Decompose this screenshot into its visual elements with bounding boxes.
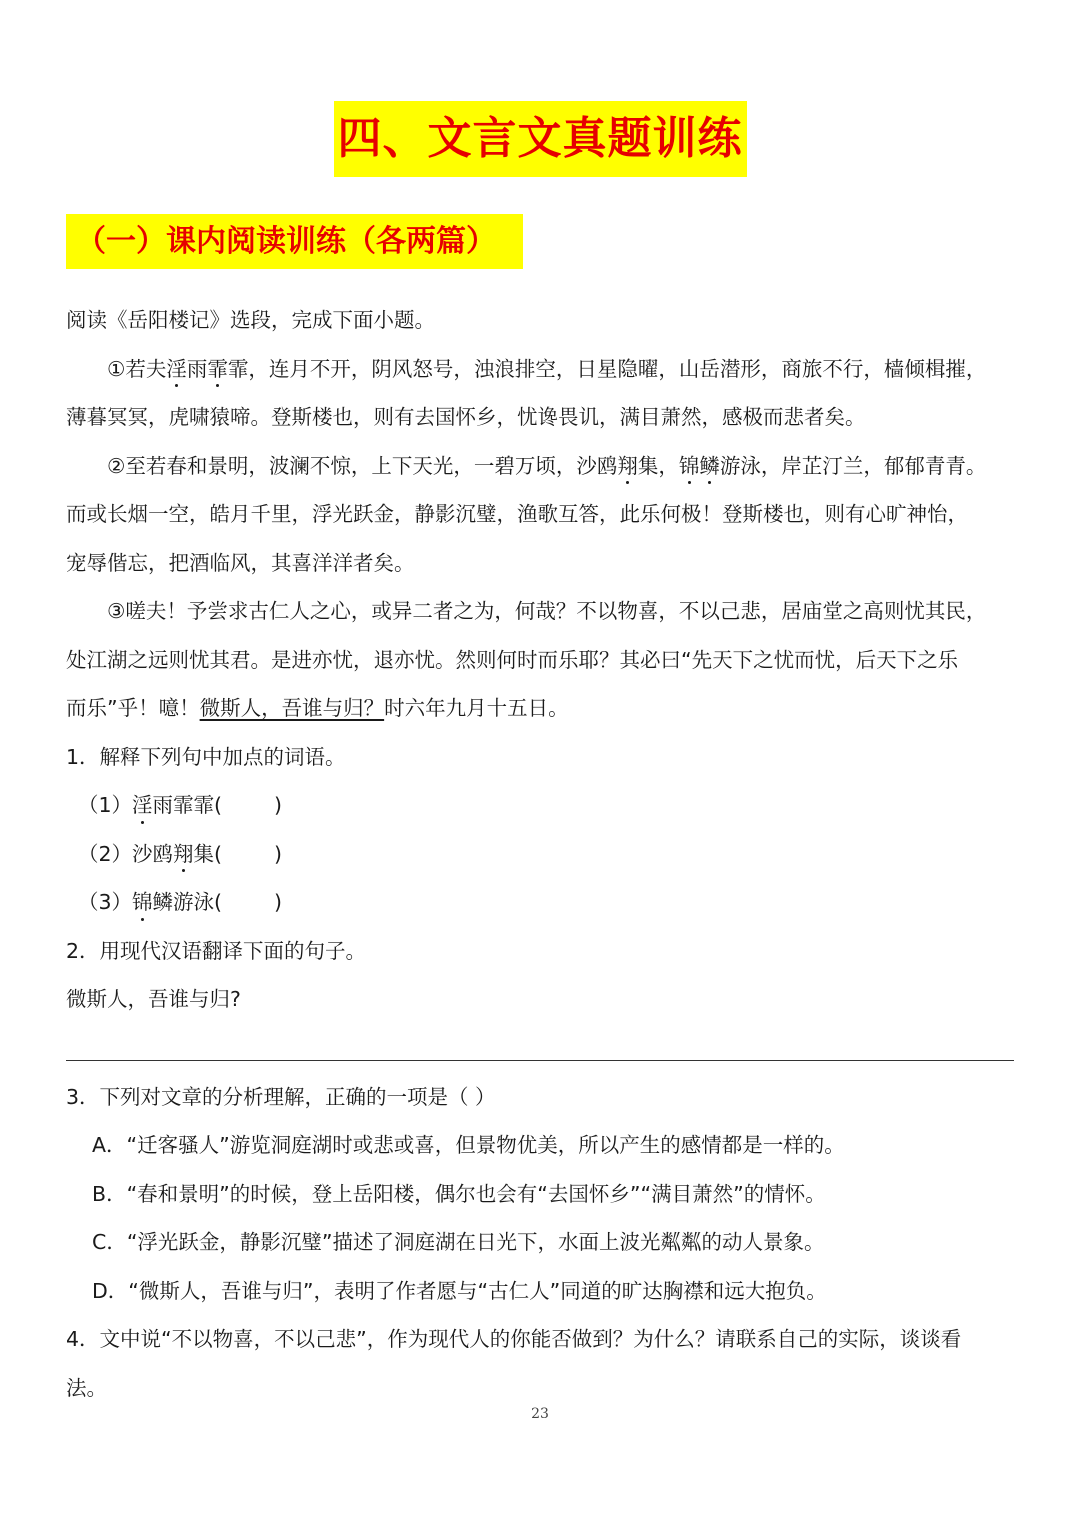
dotted-char: 淫 bbox=[166, 345, 187, 394]
passage-2-line-3: 宠辱偕忘，把酒临风，其喜洋洋者矣。 bbox=[66, 550, 415, 575]
dotted-char: 翔 bbox=[173, 830, 194, 879]
question-2-stem: 2．用现代汉语翻译下面的句子。 bbox=[66, 938, 367, 963]
text-run: ) bbox=[274, 841, 283, 866]
dotted-char: 锦 bbox=[679, 442, 700, 491]
text-run: ②至若春和景明，波澜不惊，上下天光，一碧万顷，沙鸥 bbox=[107, 453, 618, 478]
question-3-option-a[interactable]: A．“迁客骚人”游览洞庭湖时或悲或喜，但景物优美，所以产生的感情都是一样的。 bbox=[92, 1133, 845, 1157]
question-1-item-3 bbox=[66, 878, 1014, 927]
intro-line: 阅读《岳阳楼记》选段，完成下面小题。 bbox=[66, 308, 435, 332]
question-1-item-1 bbox=[66, 781, 1014, 830]
passage-3-line-3 bbox=[66, 684, 1014, 733]
item-number: （2） bbox=[78, 841, 133, 866]
question-4-line-2: 法。 bbox=[66, 1375, 107, 1400]
dotted-char: 锦 bbox=[132, 878, 153, 927]
passage-3-line-1: ③嗟夫！予尝求古仁人之心，或异二者之为，何哉？不以物喜，不以己悲，居庙堂之高则忧其民， bbox=[107, 599, 987, 623]
passage-1-line-2: 薄暮冥冥，虎啸猿啼。登斯楼也，则有去国怀乡，忧谗畏讥，满目萧然，感极而悲者矣。 bbox=[66, 405, 866, 429]
text-run: 而乐”乎！噫！ bbox=[66, 696, 200, 720]
question-3-option-d[interactable]: D．“微斯人，吾谁与归”，表明了作者愿与“古仁人”同道的旷达胸襟和远大抱负。 bbox=[92, 1278, 827, 1303]
text-run: 集， bbox=[637, 453, 679, 478]
dotted-char: 翔 bbox=[617, 442, 638, 491]
text-run: 游泳，岸芷汀兰，郁郁青青。 bbox=[719, 453, 987, 478]
question-4-line-1: 4．文中说“不以物喜，不以己悲”，作为现代人的你能否做到？为什么？请联系自己的实际，谈谈看 bbox=[66, 1327, 962, 1351]
passage-3-line-2: 处江湖之远则忧其君。是进亦忧，退亦忧。然则何时而乐耶？其必曰“先天下之忧而忧，后天下之乐 bbox=[66, 647, 959, 672]
section-heading: （一）课内阅读训练（各两篇） bbox=[66, 214, 523, 269]
text-run: ) bbox=[274, 793, 283, 817]
passage-2-line-1 bbox=[66, 442, 1014, 491]
dotted-char: 霏 bbox=[207, 345, 228, 394]
item-number: （3） bbox=[78, 890, 133, 914]
text-run: ) bbox=[274, 890, 283, 914]
text-run: 集( bbox=[193, 841, 223, 866]
question-3-option-b[interactable]: B．“春和景明”的时候，登上岳阳楼，偶尔也会有“去国怀乡”“满目萧然”的情怀。 bbox=[92, 1181, 826, 1206]
dotted-char: 淫 bbox=[132, 781, 153, 830]
document-body bbox=[66, 296, 1014, 1412]
question-1-item-2 bbox=[66, 830, 1014, 879]
question-2-sentence: 微斯人，吾谁与归? bbox=[66, 987, 241, 1011]
text-run: 时六年九月十五日。 bbox=[384, 696, 569, 720]
page-title: 四、文言文真题训练 bbox=[334, 101, 747, 177]
text-run: ①若夫 bbox=[107, 356, 167, 381]
item-number: （1） bbox=[78, 793, 133, 817]
passage-1-line-1 bbox=[66, 345, 1014, 394]
passage-2-line-2: 而或长烟一空，皓月千里，浮光跃金，静影沉璧，渔歌互答，此乐何极！登斯楼也，则有心旷神怡， bbox=[66, 502, 968, 526]
answer-line[interactable] bbox=[66, 1060, 1014, 1061]
title-wrap bbox=[0, 101, 1080, 177]
text-run: 雨霏霏( bbox=[152, 793, 223, 817]
text-run: 鳞游泳( bbox=[152, 890, 223, 914]
page-number: 23 bbox=[531, 1406, 549, 1422]
question-3-option-c[interactable]: C．“浮光跃金，静影沉璧”描述了洞庭湖在日光下，水面上波光粼粼的动人景象。 bbox=[92, 1230, 825, 1254]
question-3-stem: 3．下列对文章的分析理解，正确的一项是（ ） bbox=[66, 1084, 496, 1109]
text-run: 雨 bbox=[186, 356, 208, 381]
question-1-stem: 1．解释下列句中加点的词语。 bbox=[66, 744, 346, 769]
text-run: 沙鸥 bbox=[132, 841, 174, 866]
dotted-char: 鳞 bbox=[699, 442, 720, 491]
text-run: 霏，连月不开，阴风怒号，浊浪排空，日星隐曜，山岳潜形，商旅不行，樯倾楫摧， bbox=[227, 356, 987, 381]
underlined-sentence: 微斯人，吾谁与归？ bbox=[199, 696, 385, 720]
